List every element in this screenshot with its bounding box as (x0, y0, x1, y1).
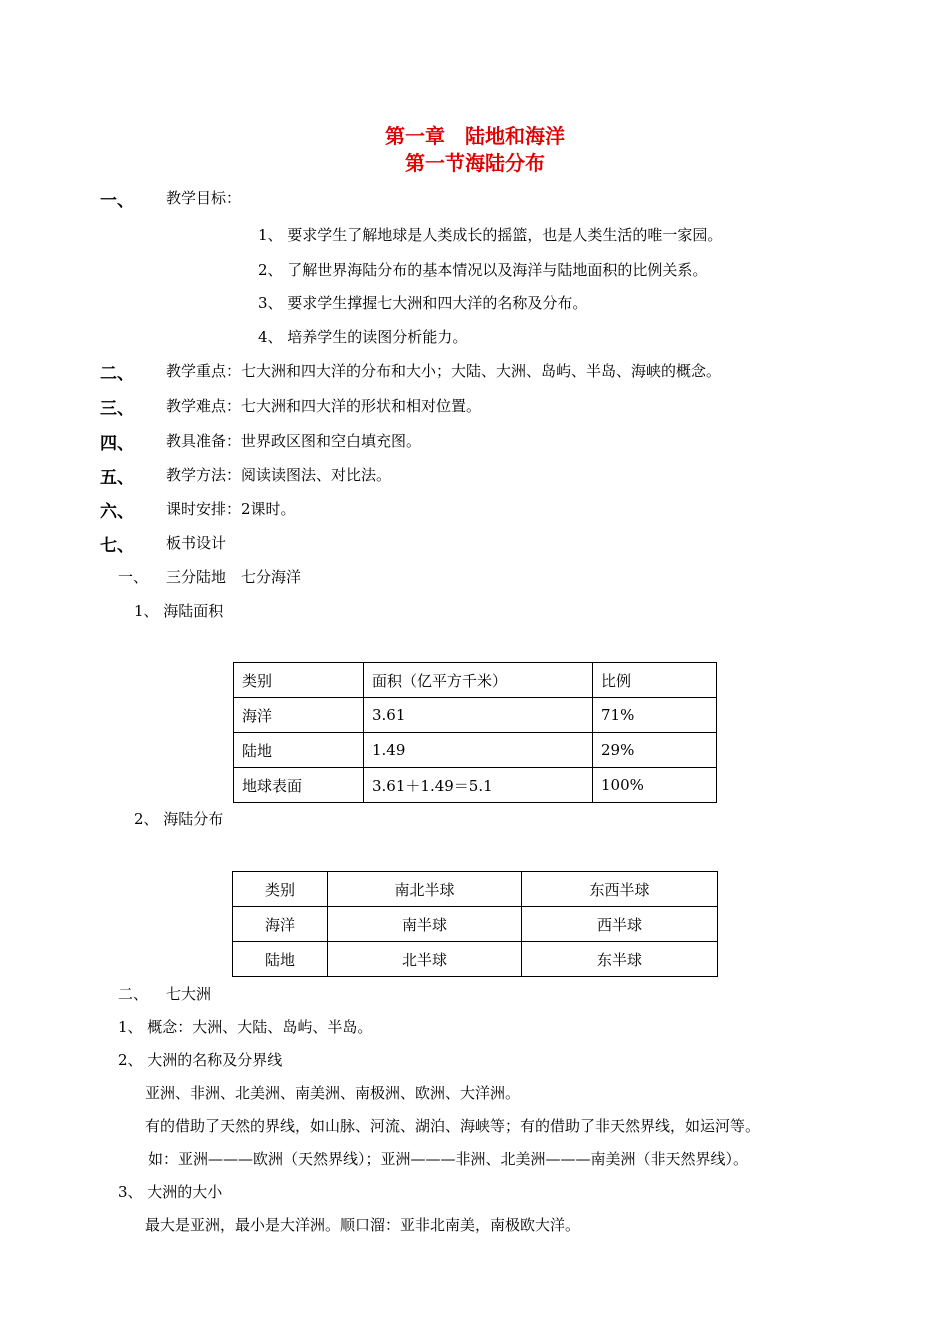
table-cell: 100% (593, 768, 717, 803)
chapter-title: 第一章 陆地和海洋 (385, 124, 565, 148)
table-cell: 29% (593, 733, 717, 768)
table-header-cell: 类别 (234, 663, 364, 698)
continent-names: 亚洲、非洲、北美洲、南美洲、南极洲、欧洲、大洋洲。 (145, 1084, 521, 1102)
section-num-3: 三、 (100, 399, 134, 419)
boundary-types: 有的借助了天然的界线，如山脉、河流、湖泊、海峡等；有的借助了非天然界线，如运河等。 (145, 1117, 761, 1135)
table-header-cell: 南北半球 (328, 872, 522, 907)
table-cell: 71% (593, 698, 717, 733)
section-text-5: 教学方法：阅读读图法、对比法。 (166, 466, 392, 484)
goal-item: 1、 要求学生了解地球是人类成长的摇篮，也是人类生活的唯一家园。 (258, 226, 723, 244)
section-text-4: 教具准备：世界政区图和空白填充图。 (166, 432, 422, 450)
section-text-3: 教学难点：七大洲和四大洋的形状和相对位置。 (166, 397, 482, 415)
table-cell: 北半球 (328, 942, 522, 977)
table-row (234, 768, 717, 803)
section-text-2: 教学重点：七大洲和四大洋的分布和大小；大陆、大洲、岛屿、半岛、海峡的概念。 (166, 362, 722, 380)
section-num-1: 一、 (100, 191, 134, 211)
table-header-cell: 类别 (233, 872, 328, 907)
table-cell: 地球表面 (234, 768, 364, 803)
section-num-2: 二、 (100, 364, 134, 384)
table-cell: 3.61＋1.49＝5.1 (364, 768, 593, 803)
table-cell: 西半球 (522, 907, 718, 942)
board-part2-text: 七大洲 (166, 985, 212, 1003)
table-cell: 3.61 (364, 698, 593, 733)
table-header-cell: 东西半球 (522, 872, 718, 907)
board-part1-num: 一、 (118, 568, 149, 586)
section-num-4: 四、 (100, 434, 134, 454)
table-header-cell: 面积（亿平方千米） (364, 663, 593, 698)
section-text-1: 教学目标： (166, 189, 242, 207)
table-cell: 南半球 (328, 907, 522, 942)
section-text-6: 课时安排：2课时。 (166, 500, 296, 518)
table-cell: 海洋 (234, 698, 364, 733)
board-sub1: 1、 海陆面积 (134, 602, 224, 620)
sea-land-distribution-table (232, 871, 718, 977)
goal-item: 3、 要求学生撑握七大洲和四大洋的名称及分布。 (258, 294, 588, 312)
table-row (233, 942, 718, 977)
section-title: 第一节海陆分布 (405, 151, 545, 175)
goal-item: 4、 培养学生的读图分析能力。 (258, 328, 468, 346)
section-num-6: 六、 (100, 502, 134, 522)
table-cell: 海洋 (233, 907, 328, 942)
board-part2-num: 二、 (118, 985, 149, 1003)
sea-land-area-table (233, 662, 717, 803)
board-sub2: 2、 海陆分布 (134, 810, 224, 828)
table-cell: 陆地 (234, 733, 364, 768)
continent-size-note: 最大是亚洲，最小是大洋洲。顺口溜：亚非北南美，南极欧大洋。 (145, 1216, 581, 1234)
table-header-cell: 比例 (593, 663, 717, 698)
section-text-7: 板书设计 (166, 534, 227, 552)
table-cell: 陆地 (233, 942, 328, 977)
goal-item: 2、 了解世界海陆分布的基本情况以及海洋与陆地面积的比例关系。 (258, 261, 708, 279)
board-part1-text: 三分陆地 七分海洋 (166, 568, 302, 586)
table-cell: 1.49 (364, 733, 593, 768)
table-cell: 东半球 (522, 942, 718, 977)
boundary-examples: 如：亚洲———欧洲（天然界线）；亚洲———非洲、北美洲———南美洲（非天然界线）。 (148, 1150, 749, 1168)
table-header-row (233, 872, 718, 907)
board-point-3: 3、 大洲的大小 (118, 1183, 223, 1201)
board-point-2: 2、 大洲的名称及分界线 (118, 1051, 283, 1069)
section-num-7: 七、 (100, 536, 134, 556)
table-row (233, 907, 718, 942)
table-header-row (234, 663, 717, 698)
table-row (234, 733, 717, 768)
section-num-5: 五、 (100, 468, 134, 488)
board-point-1: 1、 概念：大洲、大陆、岛屿、半岛。 (118, 1018, 373, 1036)
table-row (234, 698, 717, 733)
